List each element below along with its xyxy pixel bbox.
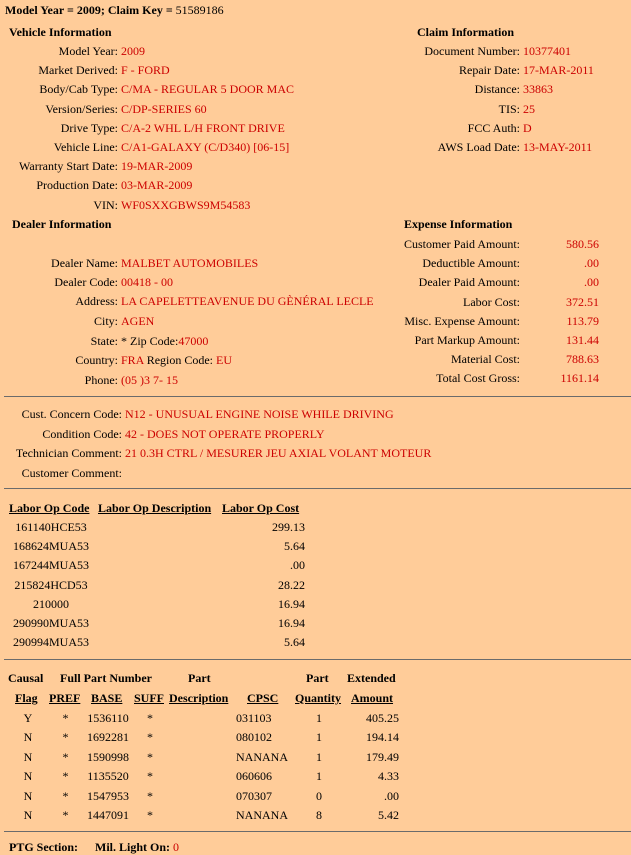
parts-header-cpsc: CPSC <box>247 691 279 705</box>
expense-field-label: Dealer Paid Amount: <box>418 275 520 290</box>
parts-header-full-part: Full Part Number <box>60 671 152 685</box>
expense-field-value: 788.63 <box>566 352 599 367</box>
labor-op-code: 210000 <box>33 596 69 611</box>
labor-op-cost: 5.64 <box>284 635 305 650</box>
dealer-field-label: Address: <box>75 294 118 309</box>
claim-field-value: D <box>523 120 532 135</box>
expense-field-label: Total Cost Gross: <box>436 371 520 386</box>
vehicle-field-label: Body/Cab Type: <box>39 82 118 97</box>
labor-op-code: 161140HCE53 <box>15 520 87 534</box>
divider <box>4 488 631 489</box>
claim-field-value: 13-MAY-2011 <box>523 140 593 154</box>
dealer-state-zip <box>121 334 208 349</box>
part-causal-flag: N <box>23 788 33 803</box>
part-cpsc: 070307 <box>236 788 272 803</box>
parts-header-quantity: Quantity <box>295 691 342 705</box>
parts-header-amount: Amount <box>351 691 394 705</box>
part-suff: * <box>147 808 153 822</box>
vehicle-field-value: C/A-2 WHL L/H FRONT DRIVE <box>121 120 285 135</box>
part-cpsc: NANANA <box>236 808 288 822</box>
vehicle-field-label: Version/Series: <box>45 101 118 116</box>
part-causal-flag: N <box>23 730 33 745</box>
vehicle-info-title: Vehicle Information <box>9 25 112 39</box>
part-cpsc: 060606 <box>236 769 272 784</box>
labor-op-cost: 5.64 <box>284 539 305 554</box>
part-quantity: 1 <box>316 711 322 725</box>
part-causal-flag: N <box>23 749 33 764</box>
part-pref: * <box>62 730 69 745</box>
part-extended-amount: 405.25 <box>366 711 399 725</box>
claim-header <box>5 3 224 18</box>
labor-op-code: 290990MUA53 <box>12 616 89 630</box>
claim-info-title: Claim Information <box>417 25 514 39</box>
comment-field-value: 42 - DOES NOT OPERATE PROPERLY <box>125 426 325 441</box>
part-suff: * <box>147 769 153 784</box>
labor-op-code: 215824HCD53 <box>14 577 88 592</box>
vehicle-field-label: Market Derived: <box>38 63 118 78</box>
comment-field-label: Condition Code: <box>42 426 122 441</box>
parts-header-part: Part <box>188 671 211 685</box>
labor-op-code: 167244MUA53 <box>12 558 89 573</box>
divider <box>4 396 631 397</box>
divider <box>4 659 631 660</box>
claim-field-value: 25 <box>523 101 535 116</box>
dealer-zip-value: 47000 <box>178 334 209 348</box>
part-extended-amount: 194.14 <box>366 730 399 745</box>
expense-field-value: 113.79 <box>566 313 599 328</box>
labor-op-code: 168624MUA53 <box>12 539 89 554</box>
expense-field-value: 372.51 <box>566 294 599 309</box>
part-extended-amount: 179.49 <box>366 749 399 764</box>
comment-field-label: Cust. Concern Code: <box>21 407 122 421</box>
part-pref: * <box>62 788 69 803</box>
dealer-region-label: Region Code: <box>146 353 214 367</box>
dealer-field-value: LA CAPELETTEAVENUE DU GÈNÉRAL LECLE <box>121 294 374 309</box>
expense-field-label: Material Cost: <box>451 352 520 367</box>
parts-header-pref: PREF <box>49 691 81 705</box>
dealer-info-title: Dealer Information <box>12 217 112 231</box>
part-suff: * <box>147 730 153 745</box>
comment-field-label: Technician Comment: <box>15 446 122 460</box>
parts-header-causal: Causal <box>8 671 44 685</box>
part-causal-flag: Y <box>23 711 33 725</box>
dealer-phone-value: (05 )3 7- 15 <box>121 373 178 387</box>
claim-key-value: 51589186 <box>175 3 224 17</box>
expense-field-label: Deductible Amount: <box>422 256 520 271</box>
expense-field-value: 580.56 <box>566 237 599 251</box>
part-pref: * <box>62 749 69 764</box>
part-cpsc: NANANA <box>236 749 288 764</box>
claim-field-label: TIS: <box>498 101 520 116</box>
part-extended-amount: .00 <box>384 788 399 803</box>
labor-op-cost: 16.94 <box>278 616 305 630</box>
part-suff: * <box>147 749 153 764</box>
expense-field-label: Customer Paid Amount: <box>403 237 520 251</box>
dealer-phone-label: Phone: <box>84 373 118 387</box>
claim-field-label: Repair Date: <box>459 63 520 78</box>
labor-op-cost: 299.13 <box>272 520 305 534</box>
parts-header-suff: SUFF <box>134 691 164 705</box>
part-pref: * <box>62 808 69 822</box>
part-quantity: 1 <box>316 769 322 784</box>
dealer-country-region <box>121 353 232 368</box>
vehicle-field-label: Model Year: <box>58 44 118 58</box>
labor-op-cost: 28.22 <box>278 577 305 592</box>
part-quantity: 0 <box>316 788 322 803</box>
parts-header-extended: Extended <box>347 671 396 685</box>
divider <box>4 831 631 832</box>
part-base: 1135520 <box>87 769 129 784</box>
claim-field-value: 10377401 <box>523 44 571 58</box>
comment-field-label: Customer Comment: <box>21 465 122 480</box>
part-extended-amount: 4.33 <box>378 769 399 784</box>
claim-field-label: Distance: <box>474 82 520 97</box>
part-base: 1547953 <box>87 788 129 803</box>
footer-ptg-label: PTG Section: <box>9 840 78 854</box>
part-suff: * <box>147 788 153 803</box>
dealer-country-value: FRA <box>121 353 144 367</box>
claim-field-label: Document Number: <box>424 44 520 58</box>
expense-info-title: Expense Information <box>404 217 513 231</box>
part-cpsc: 031103 <box>236 711 272 725</box>
part-causal-flag: N <box>23 808 33 822</box>
vehicle-field-value: F - FORD <box>121 63 170 78</box>
part-base: 1590998 <box>87 749 129 764</box>
labor-header-code: Labor Op Code <box>9 501 90 515</box>
part-cpsc: 080102 <box>236 730 272 745</box>
part-quantity: 1 <box>316 730 322 745</box>
dealer-zip-label: Zip Code: <box>130 334 179 348</box>
model-year-header: Model Year = 2009; <box>5 3 105 17</box>
expense-field-label: Misc. Expense Amount: <box>404 313 520 328</box>
expense-field-value: .00 <box>584 275 599 290</box>
claim-field-value: 17-MAR-2011 <box>523 63 594 78</box>
expense-field-value: .00 <box>584 256 599 271</box>
footer-mil-label: Mil. Light On: <box>95 840 171 854</box>
labor-header-desc: Labor Op Description <box>98 501 212 515</box>
expense-field-value: 131.44 <box>566 333 599 347</box>
part-pref: * <box>62 769 69 784</box>
vehicle-field-value: C/A1-GALAXY (C/D340) [06-15] <box>121 140 290 154</box>
expense-field-value: 1161.14 <box>560 371 599 386</box>
vehicle-field-value: 03-MAR-2009 <box>121 178 193 193</box>
footer-cut-line <box>9 840 179 855</box>
dealer-field-label: Dealer Code: <box>54 275 118 290</box>
comment-field-value: N12 - UNUSUAL ENGINE NOISE WHILE DRIVING <box>125 407 394 421</box>
dealer-state-label: State: <box>90 334 118 348</box>
dealer-field-label: Dealer Name: <box>51 256 118 270</box>
dealer-country-label: Country: <box>75 353 118 367</box>
claim-field-label: AWS Load Date: <box>437 140 520 154</box>
parts-header-base: BASE <box>91 691 123 705</box>
labor-op-cost: .00 <box>290 558 305 573</box>
claim-key-label: Claim Key = <box>107 3 176 17</box>
vehicle-field-label: Warranty Start Date: <box>19 159 118 174</box>
dealer-region-value: EU <box>216 353 233 367</box>
vehicle-field-value: 2009 <box>121 44 145 58</box>
claim-field-label: FCC Auth: <box>467 120 520 135</box>
labor-op-cost: 16.94 <box>278 596 305 611</box>
vehicle-field-label: VIN: <box>93 197 118 212</box>
dealer-field-value: AGEN <box>121 313 155 328</box>
part-quantity: 1 <box>316 749 322 764</box>
labor-op-code: 290994MUA53 <box>12 635 89 650</box>
part-extended-amount: 5.42 <box>378 808 399 822</box>
parts-header-description: Description <box>169 691 229 705</box>
footer-mil-value: 0 <box>173 840 180 854</box>
dealer-field-value: MALBET AUTOMOBILES <box>121 256 259 270</box>
vehicle-field-value: C/DP-SERIES 60 <box>121 101 207 116</box>
vehicle-field-label: Vehicle Line: <box>53 140 118 154</box>
part-quantity: 8 <box>316 808 322 822</box>
vehicle-field-label: Drive Type: <box>60 120 118 135</box>
part-base: 1447091 <box>87 808 129 822</box>
part-pref: * <box>62 711 69 725</box>
comment-field-value: 21 0.3H CTRL / MESURER JEU AXIAL VOLANT MOTEUR <box>125 446 432 460</box>
part-suff: * <box>147 711 153 725</box>
part-base: 1692281 <box>87 730 129 745</box>
vehicle-field-label: Production Date: <box>36 178 118 193</box>
expense-field-label: Labor Cost: <box>463 294 520 309</box>
expense-field-label: Part Markup Amount: <box>414 333 520 347</box>
dealer-state-value: * <box>121 334 127 348</box>
part-base: 1536110 <box>87 711 129 725</box>
parts-header-flag: Flag <box>15 691 38 705</box>
vehicle-field-value: C/MA - REGULAR 5 DOOR MAC <box>121 82 295 97</box>
claim-field-value: 33863 <box>523 82 553 97</box>
dealer-field-value: 00418 - 00 <box>121 275 173 290</box>
vehicle-field-value: 19-MAR-2009 <box>121 159 193 174</box>
vehicle-field-value: WF0SXXGBWS9M54583 <box>121 197 251 212</box>
parts-header-part2: Part <box>306 671 329 685</box>
dealer-field-label: City: <box>93 313 118 328</box>
labor-header-cost: Labor Op Cost <box>222 501 300 515</box>
part-causal-flag: N <box>23 769 33 784</box>
